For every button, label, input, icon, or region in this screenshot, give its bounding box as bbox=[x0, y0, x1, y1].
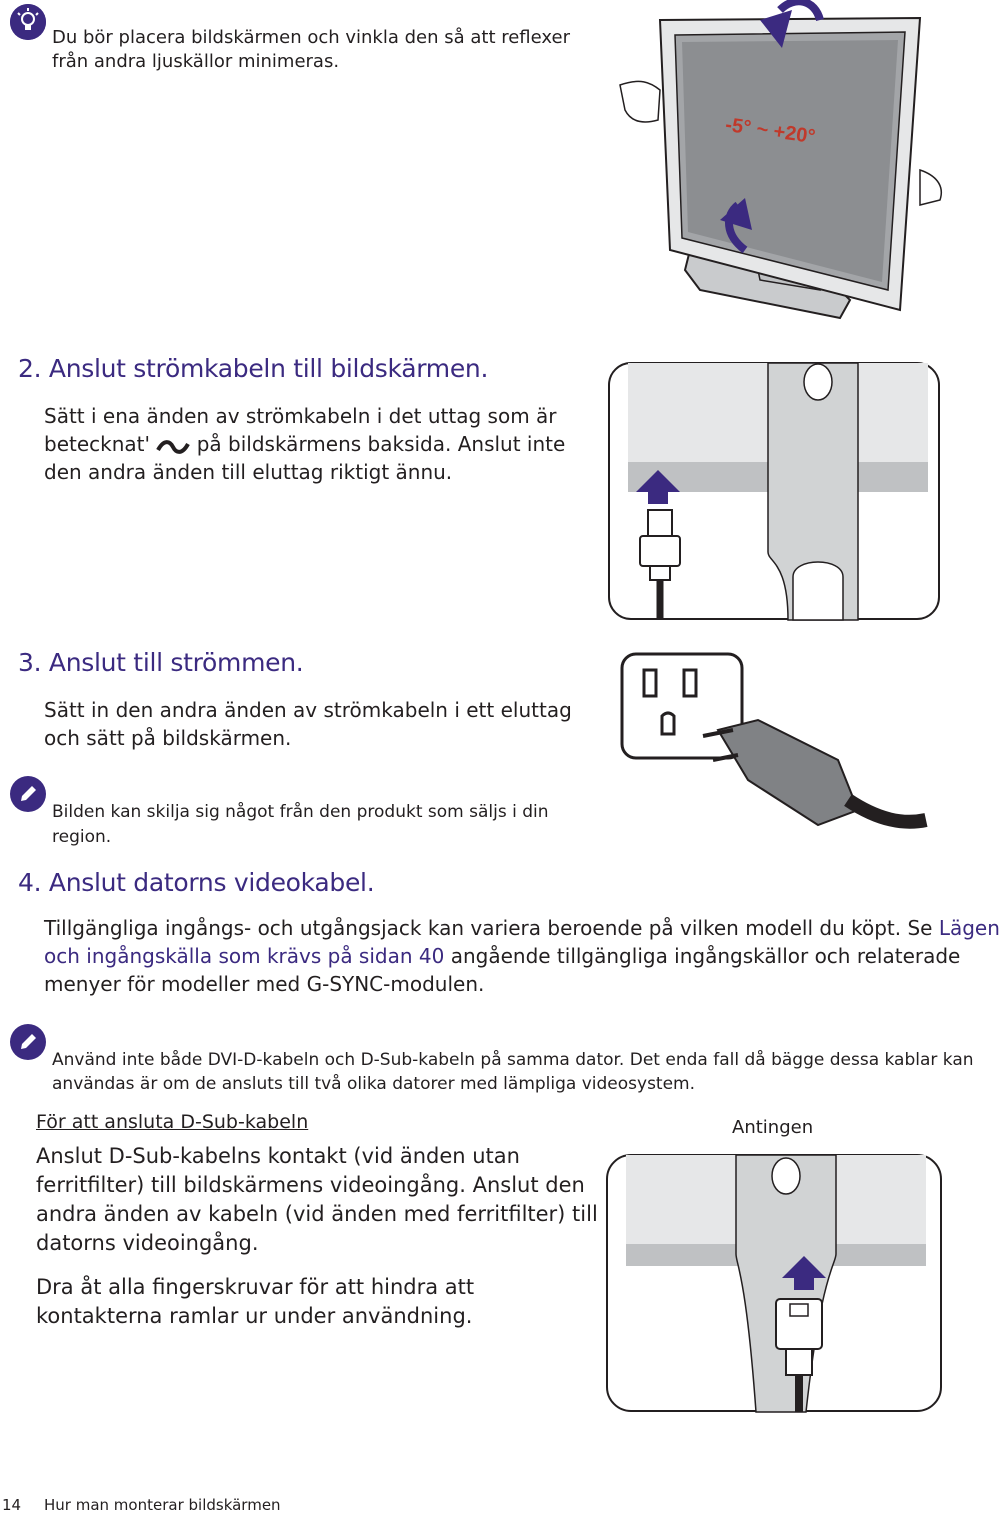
note-2-line-1: Använd inte både DVI-D-kabeln och D-Sub-kabeln på samma dator. Det enda fall då bägge dessa kablar kan bbox=[52, 1050, 974, 1070]
footer-section-title: Hur man monterar bildskärmen bbox=[44, 1496, 281, 1514]
step-2-title: 2. Anslut strömkabeln till bildskärmen. bbox=[18, 354, 489, 383]
step-2-line-1: Sätt i ena änden av strömkabeln i det uttag som är bbox=[44, 404, 557, 428]
step-4-line-2-text: angående tillgängliga ingångskällor och relaterade bbox=[444, 944, 961, 968]
dsub-heading: För att ansluta D-Sub-kabeln bbox=[36, 1111, 309, 1133]
dsub-para-1-line-4: datorns videoingång. bbox=[36, 1231, 259, 1255]
wall-outlet-illustration bbox=[618, 650, 928, 840]
dsub-para-1-line-1: Anslut D-Sub-kabelns kontakt (vid änden utan bbox=[36, 1144, 520, 1168]
tip-line-2: från andra ljuskällor minimeras. bbox=[52, 51, 340, 72]
note-1-line-1: Bilden kan skilja sig något från den produkt som säljs i din bbox=[52, 802, 549, 822]
step-3-line-1: Sätt in den andra änden av strömkabeln i ett eluttag bbox=[44, 698, 572, 722]
monitor-tilt-illustration bbox=[620, 0, 960, 340]
step-4-line-2 bbox=[44, 942, 960, 970]
page-number: 14 bbox=[2, 1496, 22, 1514]
step-4-link-part-2[interactable]: och ingångskälla som krävs på sidan 40 bbox=[44, 944, 445, 968]
step-3-line-2: och sätt på bildskärmen. bbox=[44, 726, 292, 750]
power-connector-illustration bbox=[608, 362, 940, 620]
dsub-para-1-line-3: andra änden av kabeln (vid änden med ferritfilter) till bbox=[36, 1202, 598, 1226]
step-4-line-1-text: Tillgängliga ingångs- och utgångsjack kan variera beroende på vilken modell du köpt. Se bbox=[44, 916, 939, 940]
step-4-line-1 bbox=[44, 914, 1000, 942]
step-2-line-3: den andra änden till eluttag riktigt ännu. bbox=[44, 460, 453, 484]
step-2-line-2b: på bildskärmens baksida. Anslut inte bbox=[196, 432, 566, 456]
option-label: Antingen bbox=[732, 1117, 814, 1138]
dsub-connector-illustration bbox=[606, 1154, 942, 1412]
note-1-line-2: region. bbox=[52, 827, 112, 847]
note-2-line-2: användas är om de ansluts till två olika datorer med lämpliga videosystem. bbox=[52, 1074, 696, 1094]
dsub-para-2-line-1: Dra åt alla fingerskruvar för att hindra att bbox=[36, 1275, 475, 1299]
dsub-para-2-line-2: kontakterna ramlar ur under användning. bbox=[36, 1304, 473, 1328]
dsub-para-1-line-2: ferritfilter) till bildskärmens videoingång. Anslut den bbox=[36, 1173, 585, 1197]
tip-bulb-icon bbox=[10, 4, 46, 40]
note-2-pencil-icon bbox=[10, 1024, 46, 1060]
step-2-line-2a: betecknat' bbox=[44, 432, 150, 456]
tilt-angle-label: -5° ~ +20° bbox=[723, 113, 817, 149]
step-3-title: 3. Anslut till strömmen. bbox=[18, 648, 304, 677]
note-pencil-icon bbox=[10, 776, 46, 812]
tip-line-1: Du bör placera bildskärmen och vinkla den så att reflexer bbox=[52, 27, 570, 48]
power-symbol-icon bbox=[156, 436, 190, 456]
step-2-line-2 bbox=[44, 430, 565, 458]
step-4-line-3: menyer för modeller med G-SYNC-modulen. bbox=[44, 972, 485, 996]
step-4-link-part-1[interactable]: Lägen bbox=[938, 916, 1000, 940]
step-4-title: 4. Anslut datorns videokabel. bbox=[18, 868, 375, 897]
